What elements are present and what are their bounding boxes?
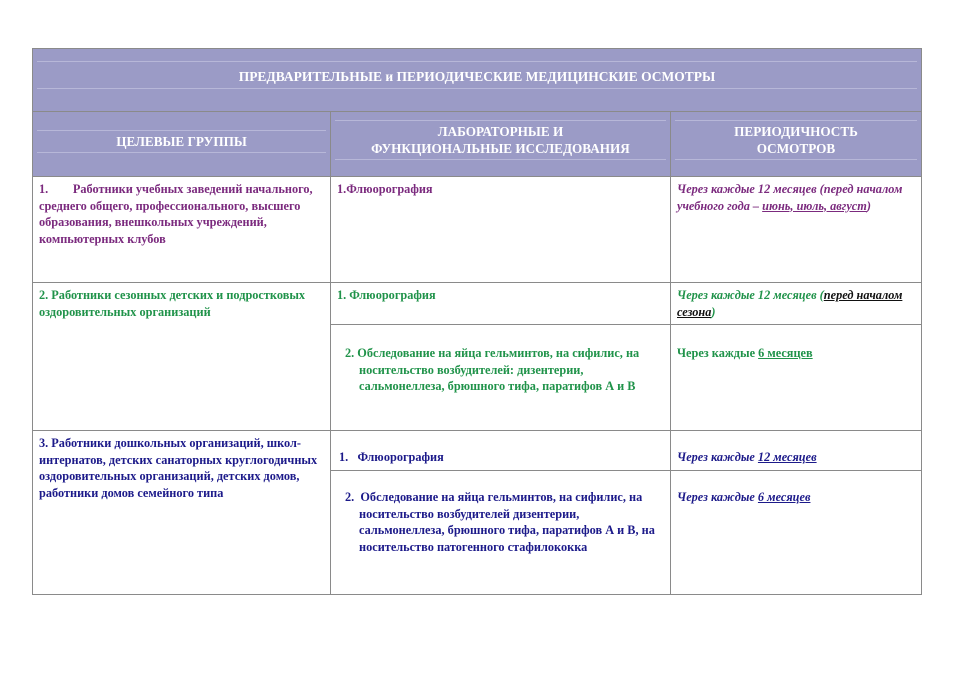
group-2-test-1 — [331, 283, 671, 325]
title-row — [33, 49, 922, 112]
table-row — [33, 283, 922, 325]
header-target-groups — [33, 112, 331, 177]
group-3-period-2 — [671, 471, 922, 595]
group-3-test-2 — [331, 471, 671, 595]
medical-exams-table — [32, 48, 922, 595]
test-text: 2. Обследование на яйца гельминтов, на сифилис, на носительство возбудителей: дизентерии, сальмонеллеза, брюшного тифа, паратифов А и В — [345, 346, 640, 393]
group-3-period-1 — [671, 431, 922, 471]
period-highlight: июнь, июль, август — [762, 198, 867, 213]
period-text: Через каждые 12 месяцев (перед началом учебного года – — [677, 182, 903, 213]
group-1-period-1 — [671, 177, 922, 283]
header-col1-text: ЦЕЛЕВЫЕ ГРУППЫ — [37, 130, 326, 153]
test-text: 1. Флюорография — [337, 288, 436, 302]
header-col3-line1: ПЕРИОДИЧНОСТЬ — [734, 124, 858, 139]
period-text: Через каждые — [677, 490, 758, 504]
period-highlight: перед началом сезона — [677, 288, 903, 319]
title-cell — [33, 49, 922, 112]
table-row — [33, 177, 922, 283]
header-col2-line2: ФУНКЦИОНАЛЬНЫЕ ИССЛЕДОВАНИЯ — [371, 141, 630, 156]
header-row — [33, 112, 922, 177]
period-suffix: ) — [711, 304, 716, 319]
period-highlight: 6 месяцев — [758, 346, 813, 360]
header-col2-line1: ЛАБОРАТОРНЫЕ И — [437, 124, 564, 139]
group-2-period-2 — [671, 325, 922, 431]
period-highlight: 12 месяцев — [757, 450, 817, 464]
period-text: Через каждые — [677, 450, 758, 464]
group-2-text: 2. Работники сезонных детских и подростковых оздоровительных организаций — [39, 288, 306, 319]
table-row — [33, 431, 922, 471]
group-3-text: 3. Работники дошкольных организаций, школ-интернатов, детских санаторных круглогодичных оздоровительных организаций, детских домов, работники домов семейного типа — [39, 436, 318, 500]
group-1-text: 1. Работники учебных заведений начального, среднего общего, профессионального, высшего образования, внешкольных учреждений, компьютерных клубов — [39, 182, 316, 246]
header-periodicity — [671, 112, 922, 177]
table-title: ПРЕДВАРИТЕЛЬНЫЕ и ПЕРИОДИЧЕСКИЕ МЕДИЦИНСКИЕ ОСМОТРЫ — [37, 61, 917, 89]
group-3-test-1 — [331, 431, 671, 471]
header-col2-text — [335, 120, 666, 160]
test-text: 1.Флюорография — [337, 182, 433, 196]
header-lab-tests — [331, 112, 671, 177]
group-1-test-1 — [331, 177, 671, 283]
group-1-cell — [33, 177, 331, 283]
test-text: 1. Флюорография — [339, 450, 444, 464]
group-2-period-1 — [671, 283, 922, 325]
header-col3-text — [675, 120, 917, 160]
period-highlight: 6 месяцев — [757, 490, 811, 504]
header-col3-line2: ОСМОТРОВ — [756, 141, 836, 156]
period-text: Через каждые 12 месяцев ( — [677, 288, 824, 302]
group-2-cell — [33, 283, 331, 431]
period-text: Через каждые — [677, 346, 759, 360]
period-suffix: ) — [866, 198, 871, 213]
test-text: 2. Обследование на яйца гельминтов, на сифилис, на носительство возбудителей дизентерии, сальмонеллеза, брюшного тифа, паратифов А и В, на носительство патогенного стафилококка — [345, 490, 658, 554]
group-2-test-2 — [331, 325, 671, 431]
group-3-cell — [33, 431, 331, 595]
